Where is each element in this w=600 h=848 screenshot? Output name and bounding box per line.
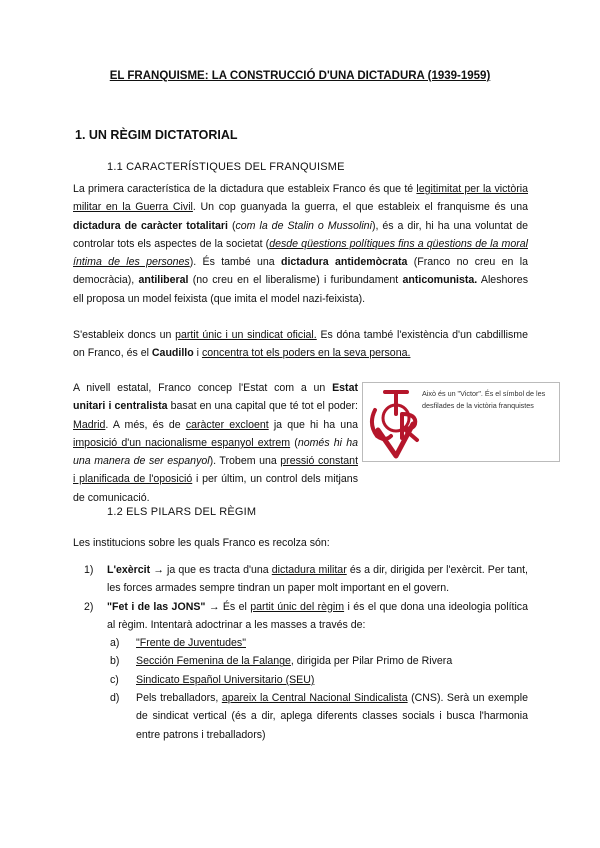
sub-list-item: b) Sección Femenina de la Falange, dirigida per Pilar Primo de Rivera xyxy=(110,655,453,668)
sub-list-item: c) Sindicato Español Universitario (SEU) xyxy=(110,673,315,686)
pillars-intro: Les institucions sobre les quals Franco es recolza són: xyxy=(73,537,330,549)
paragraph-single-party: S'estableix doncs un partit únic i un sindicat oficial. Es dóna també l'existència d'un cabdillisme on Franco, és el Caudillo i concentra tot els poders en la seva persona. xyxy=(73,329,528,360)
victor-symbol-icon xyxy=(365,384,427,460)
sub-list xyxy=(107,634,528,744)
subsection-heading-2: 1.2 ELS PILARS DEL RÈGIM xyxy=(107,506,257,518)
sub-list-item: d) Pels treballadors, apareix la Central Nacional Sindicalista (CNS). Serà un exemple de sindicat vertical (és a dir, aplega diferents classes socials i busca l'harmonia entre patrons i treballadors) xyxy=(110,692,529,741)
image-caption: Això és un "Victor". És el símbol de les desfilades de la victòria franquistes xyxy=(422,389,546,410)
list-item: 2) "Fet i de las JONS" → És el partit únic del règim i és el que dona una ideologia política al règim. Intentarà adoctrinar a les masses a través de: a) "Frente de Juventudes" b) Sección Femenina de la Falange, dirigida per Pilar Primo de Rivera c) Sindicato Español Universitario (SEU) d) Pels treballadors, apareix la Central Nacional Sindicalista (CNS). Serà un exemple de sindicat vertical (és a dir, aplega diferents classes socials i busca l'harmonia entre patrons i treballadors) xyxy=(84,598,528,744)
sub-list-item: a) "Frente de Juventudes" xyxy=(110,637,246,650)
list-item: 1) L'exèrcit → ja que es tracta d'una dictadura militar és a dir, dirigida per l'exèrcit. Per tant, les forces armades sempre tindran un paper molt important en el govern. xyxy=(84,564,528,595)
subsection-heading-1: 1.1 CARACTERÍSTIQUES DEL FRANQUISME xyxy=(107,161,345,173)
paragraph-centralist-state: A nivell estatal, Franco concep l'Estat com a un Estat unitari i centralista basat en una capital que té tot el poder: Madrid. A més, és de caràcter excloent ja que hi ha una imposició d'un nacionalisme espanyol extrem (només hi ha una manera de ser espanyol). Trobem una pressió constant i planificada de l'oposició i per últim, un control dels mitjans de comunicació. xyxy=(73,382,359,504)
document-title: EL FRANQUISME: LA CONSTRUCCIÓ D'UNA DICTADURA (1939-1959) xyxy=(109,70,491,82)
paragraph-characteristics: La primera característica de la dictadura que estableix Franco és que té legitimitat per la victòria militar en la Guerra Civil. Un cop guanyada la guerra, el que estableix el franquisme és una dictadura de caràcter totalitari (com la de Stalin o Mussolini), és a dir, hi ha una voluntat de controlar tots els aspectes de la societat (desde qüestions polítiques fins a qüestions de la moral íntima de les persones). És també una dictadura antidemòcrata (Franco no creu en la democràcia), antiliberal (no creu en el liberalisme) i furibundament anticomunista. Aleshores ell proposa un model feixista (que imita el model nazi-feixista). xyxy=(73,183,529,305)
section-heading: 1. UN RÈGIM DICTATORIAL xyxy=(75,128,238,142)
pillars-list xyxy=(84,561,528,744)
